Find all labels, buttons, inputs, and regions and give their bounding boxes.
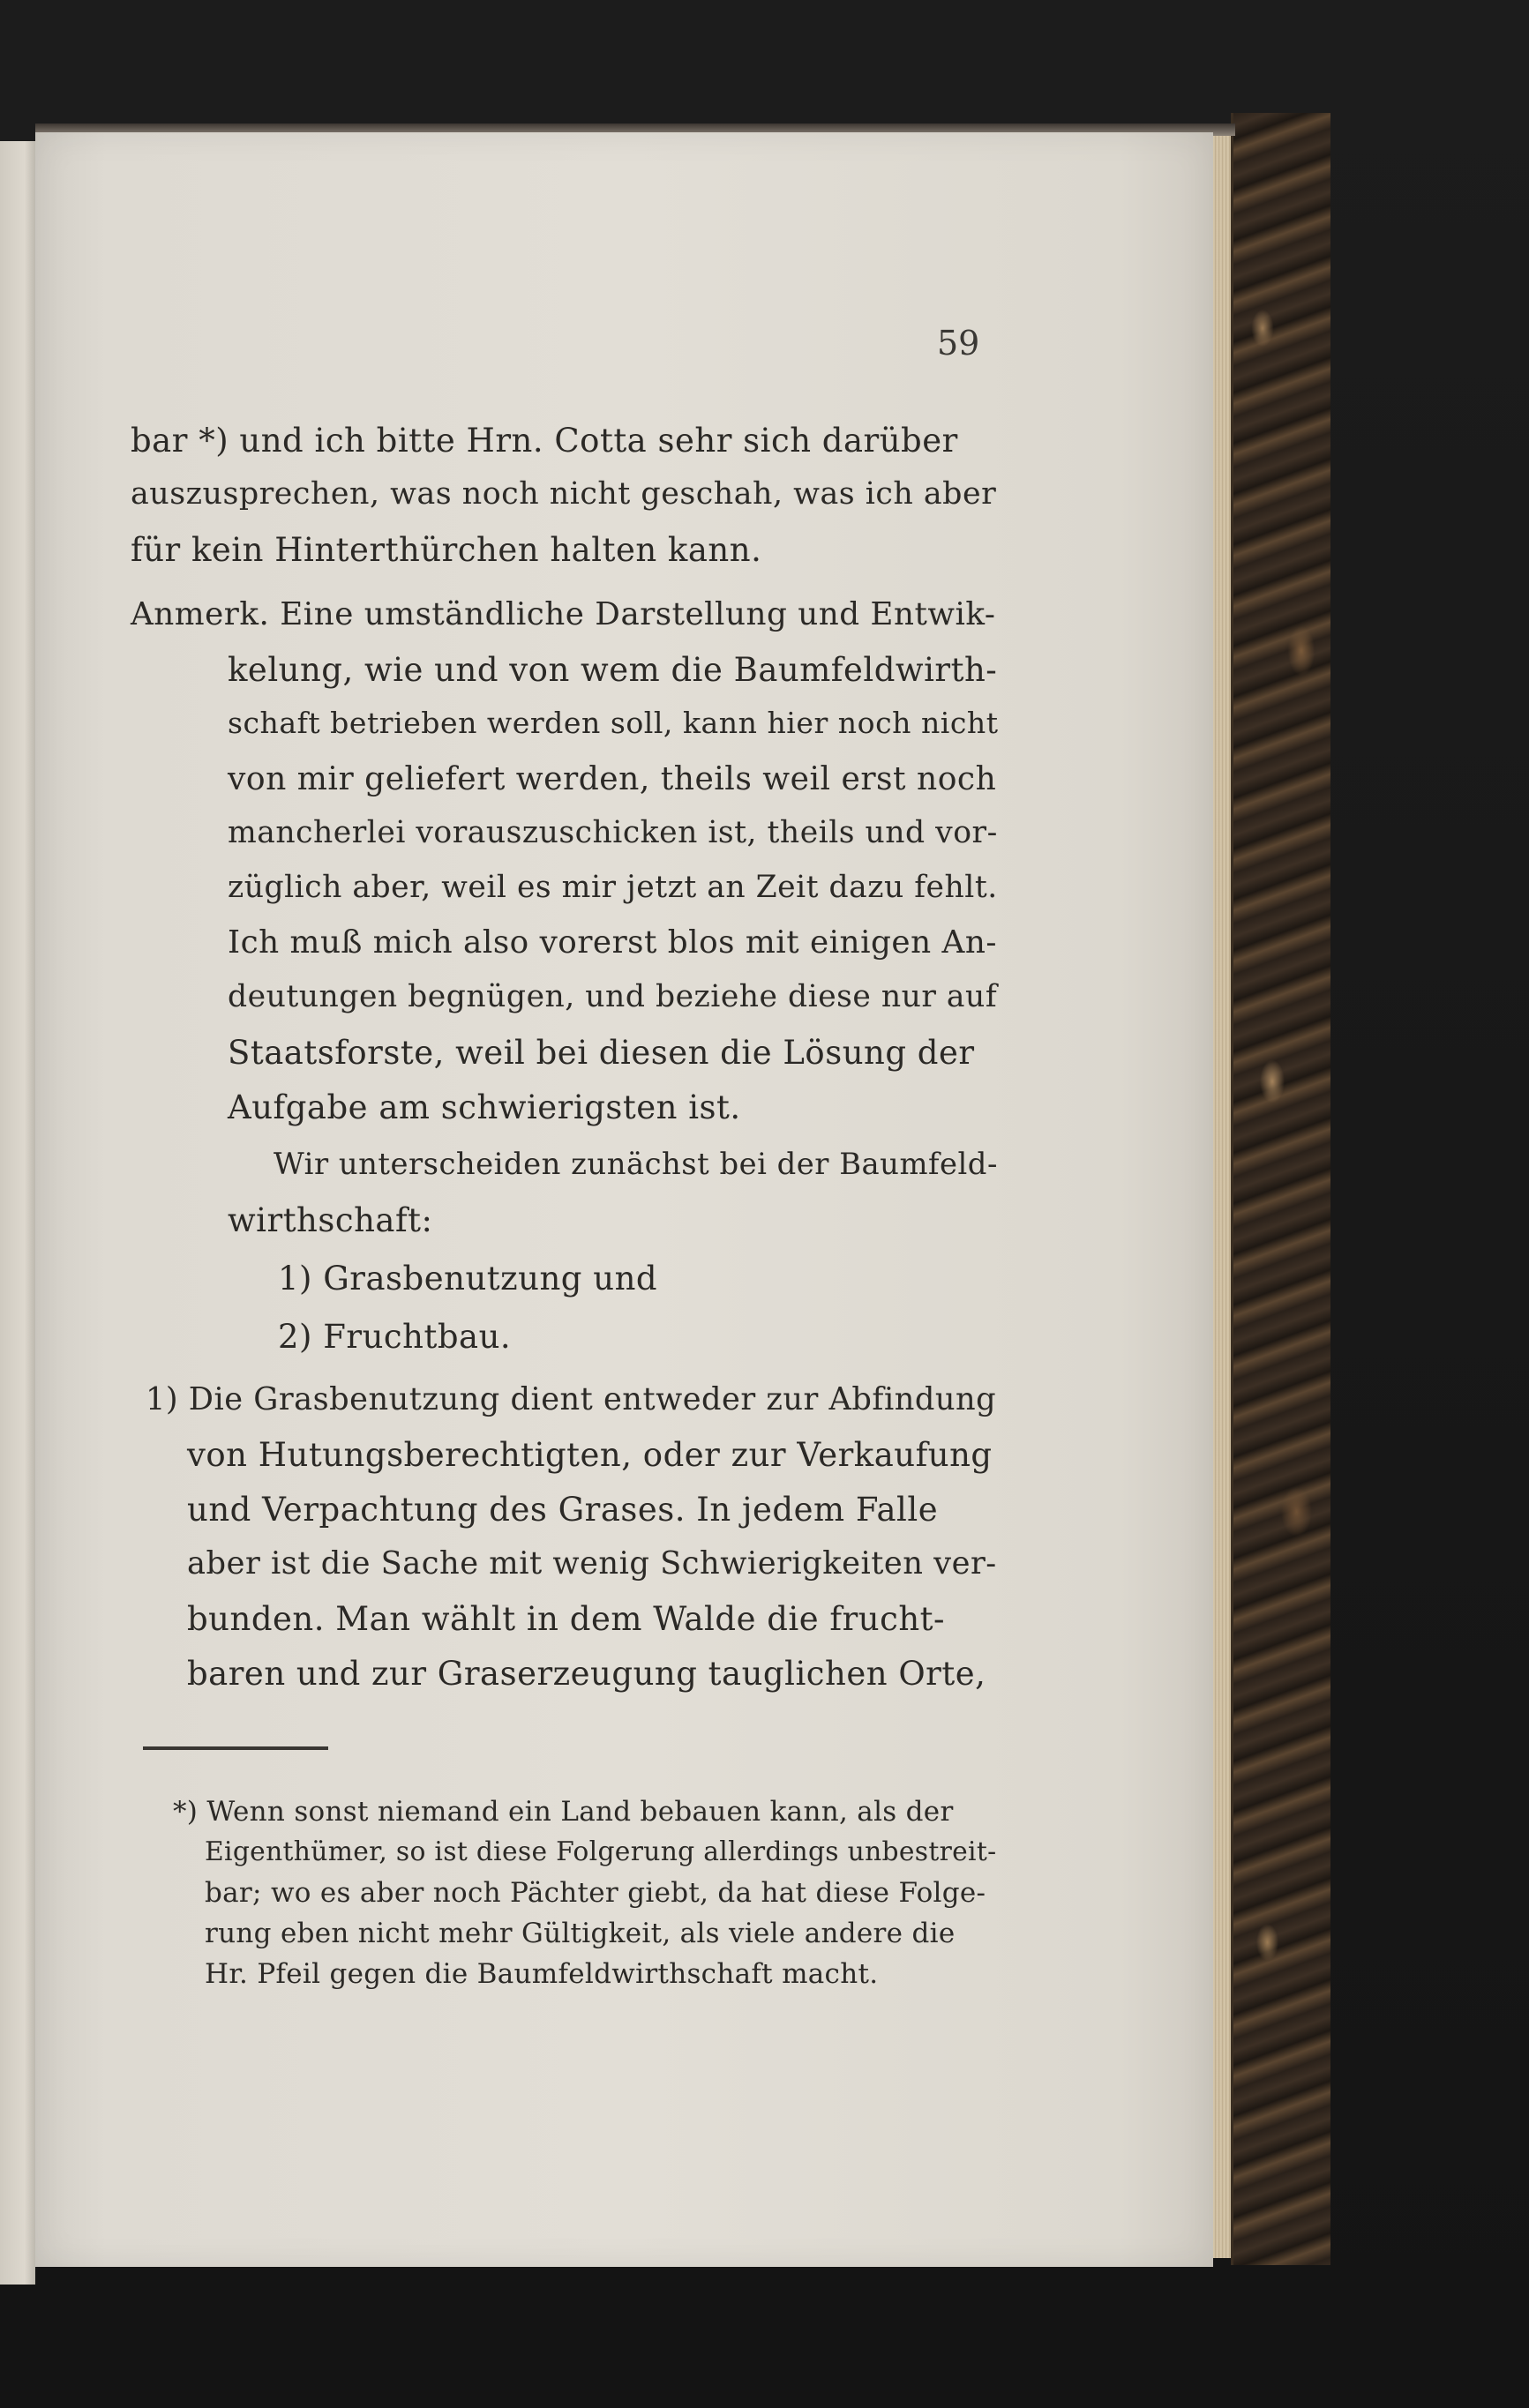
footnote-line: Eigenthümer, so ist diese Folgerung allerdings unbestreit- [205,1836,997,1867]
body-line: bar *) und ich bitte Hrn. Cotta sehr sich darüber [131,422,958,460]
body-line: baren und zur Graserzeugung tauglichen Orte, [187,1655,986,1693]
body-line: Anmerk. Eine umständliche Darstellung und Entwik- [131,596,996,632]
body-line: bunden. Man wählt in dem Walde die frucht- [187,1600,946,1638]
previous-page-edge [0,141,35,2285]
body-line: mancherlei vorauszuschicken ist, theils und vor- [228,815,998,850]
body-line: auszusprechen, was noch nicht geschah, was ich aber [131,476,997,512]
body-line: züglich aber, weil es mir jetzt an Zeit dazu fehlt. [228,870,998,905]
footnote-line: Hr. Pfeil gegen die Baumfeldwirthschaft macht. [205,1958,879,1990]
body-line: aber ist die Sache mit wenig Schwierigkeiten ver- [187,1545,997,1582]
body-line: wirthschaft: [228,1201,433,1239]
body-line: 1) Die Grasbenutzung dient entweder zur Abfindung [146,1381,997,1417]
marbled-cover [1231,113,1330,2265]
footnote-line: bar; wo es aber noch Pächter giebt, da hat diese Folge- [205,1877,986,1909]
footnote-line: rung eben nicht mehr Gültigkeit, als viele andere die [205,1918,956,1949]
body-line: von Hutungsberechtigten, oder zur Verkaufung [187,1436,993,1474]
body-line: Wir unterscheiden zunächst bei der Baumfeld- [274,1147,998,1181]
footnote-line: *) Wenn sonst niemand ein Land bebauen kann, als der [173,1796,954,1828]
page-number: 59 [937,324,980,363]
body-line: schaft betrieben werden soll, kann hier noch nicht [228,706,999,740]
body-line: 2) Fruchtbau. [278,1318,512,1356]
body-line: von mir geliefert werden, theils weil erst noch [228,760,997,797]
body-line: Staatsforste, weil bei diesen die Lösung der [228,1034,975,1072]
body-line: 1) Grasbenutzung und [278,1260,658,1297]
body-line: deutungen begnügen, und beziehe diese nur auf [228,979,998,1014]
footnote-rule [143,1746,328,1750]
body-line: Ich muß mich also vorerst blos mit einigen An- [228,924,997,961]
body-line: für kein Hinterthürchen halten kann. [131,531,762,569]
body-line: kelung, wie und von wem die Baumfeldwirth- [228,651,998,689]
body-line: und Verpachtung des Grases. In jedem Falle [187,1491,939,1529]
body-line: Aufgabe am schwierigsten ist. [228,1088,741,1126]
